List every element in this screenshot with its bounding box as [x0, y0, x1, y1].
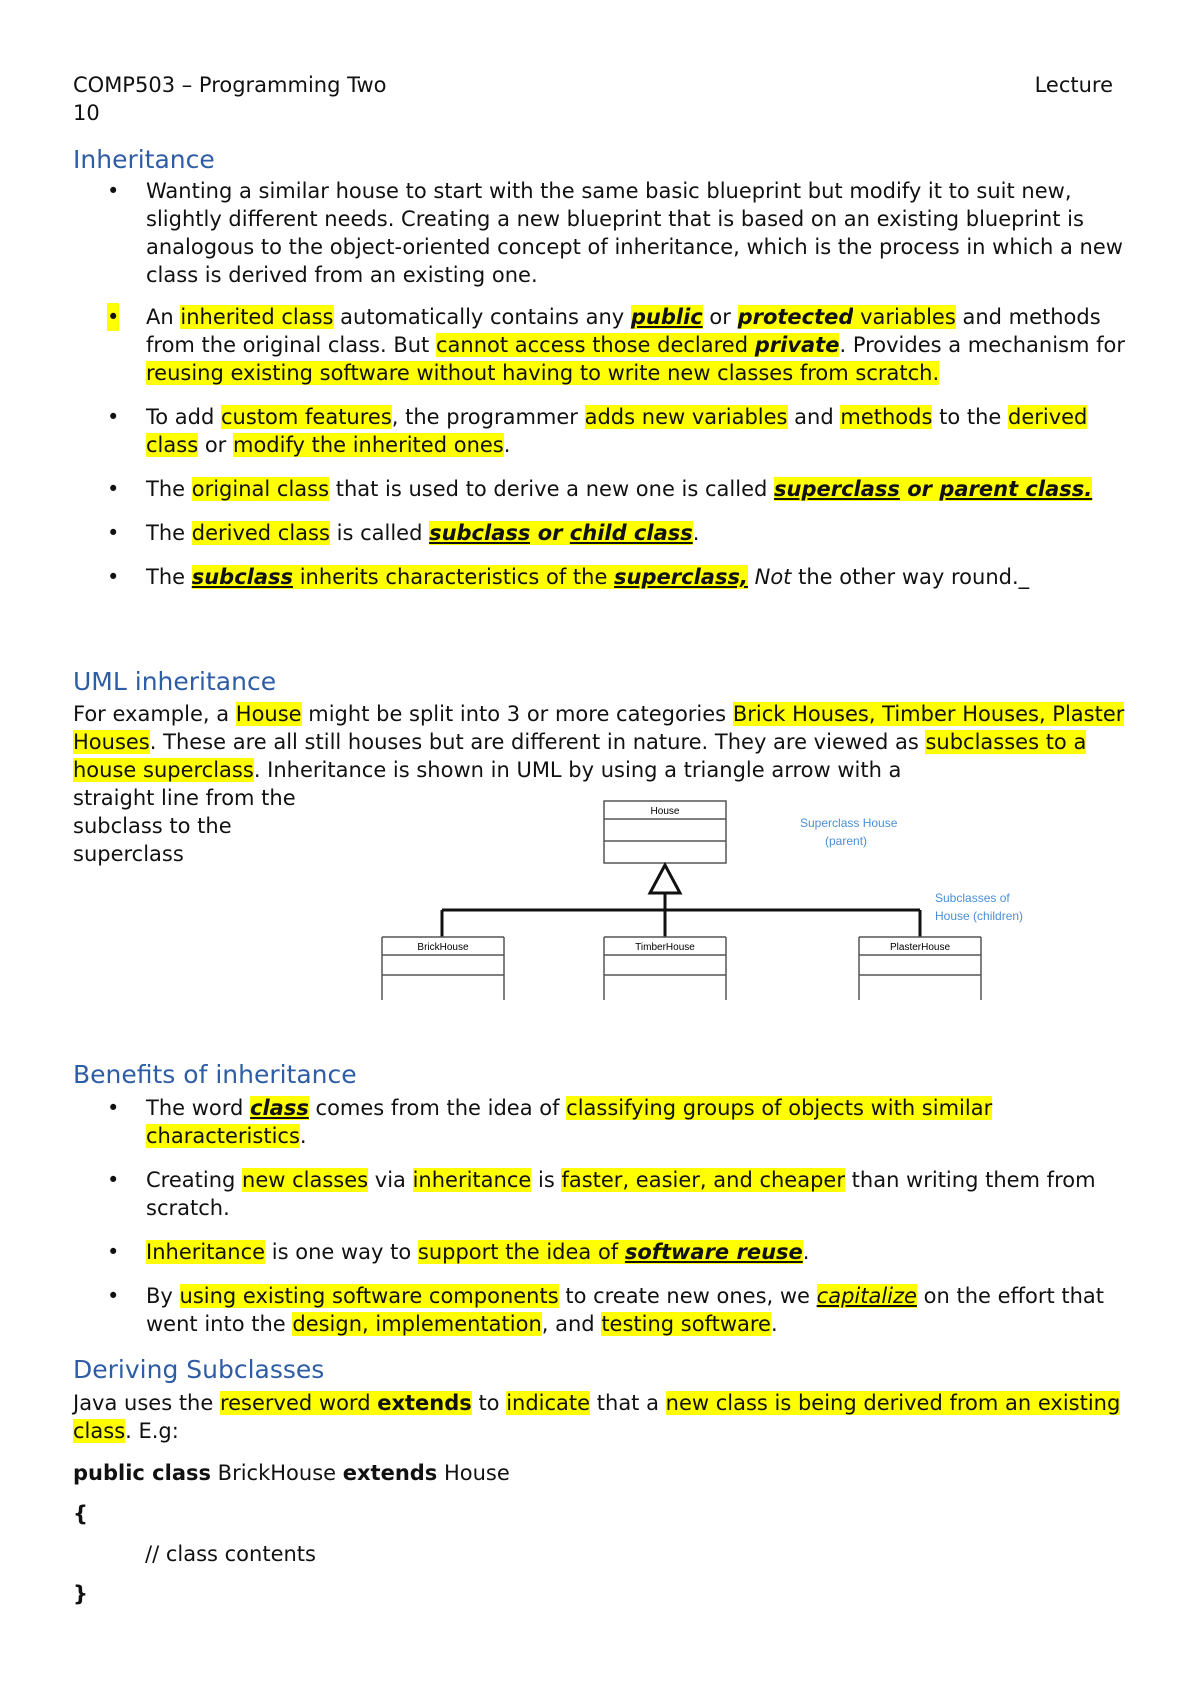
highlight: reserved word	[219, 1391, 378, 1415]
text: By	[146, 1284, 180, 1308]
highlight: or	[530, 521, 570, 545]
text	[748, 565, 755, 589]
code-declaration	[73, 1459, 510, 1487]
list-item	[73, 1094, 1133, 1150]
plasterhouse-class-box	[859, 937, 981, 1000]
text: that is used to derive a new one is called	[329, 477, 775, 501]
text: to the	[932, 405, 1008, 429]
text: is one way to	[265, 1240, 418, 1264]
timberhouse-class-box	[604, 937, 726, 1000]
text: .	[692, 521, 700, 545]
timberhouse-class-name: TimberHouse	[635, 942, 695, 953]
highlight: derived class	[146, 405, 1088, 457]
text: on the effort that went into the	[146, 1284, 1105, 1336]
text: , and	[541, 1312, 602, 1336]
highlight: parent class.	[939, 477, 1093, 501]
text: Not	[754, 565, 792, 589]
text: To add	[146, 405, 221, 429]
highlight: variables	[853, 305, 956, 329]
highlight: support the idea of	[417, 1240, 625, 1264]
text: to	[471, 1391, 507, 1415]
highlight: child class	[569, 521, 693, 545]
heading-uml: UML inheritance	[73, 667, 277, 696]
text: . Inheritance is shown in UML by using a triangle arrow with a	[253, 758, 902, 782]
highlight: public	[630, 305, 703, 329]
highlight: original class	[191, 477, 330, 501]
highlight: class	[250, 1096, 309, 1120]
text: or	[198, 433, 233, 457]
text: to create new ones, we	[558, 1284, 817, 1308]
code-text: BrickHouse	[211, 1461, 343, 1485]
bullet-icon: •	[107, 477, 120, 501]
code-keyword: extends	[342, 1461, 438, 1485]
text: automatically contains any	[333, 305, 631, 329]
highlight: custom features	[221, 405, 392, 429]
text: . E.g:	[125, 1419, 179, 1443]
code-open-brace: {	[73, 1502, 88, 1526]
brickhouse-class-box	[382, 937, 504, 1000]
highlight: indicate	[506, 1391, 591, 1415]
highlight: design, implementation	[292, 1312, 542, 1336]
course-title: COMP503 – Programming Two	[73, 73, 387, 97]
uml-diagram-svg	[380, 795, 1080, 1005]
heading-benefits: Benefits of inheritance	[73, 1060, 357, 1089]
text: than writing them from scratch.	[146, 1168, 1096, 1220]
list-item	[73, 303, 1133, 387]
text: .	[503, 433, 511, 457]
code-comment: // class contents	[145, 1542, 316, 1566]
uml-diagram	[380, 795, 1080, 1005]
highlight: private	[754, 333, 840, 357]
subclass-label-2: House (children)	[935, 909, 1024, 923]
list-item	[73, 1166, 1133, 1222]
text: . Provides a mechanism for	[839, 333, 1125, 357]
bullet-icon: •	[107, 179, 120, 203]
inheritance-triangle-icon	[650, 865, 680, 893]
highlight: subclass	[429, 521, 531, 545]
highlight: reusing existing software without having to write new classes from scratch.	[146, 361, 940, 385]
text: .	[299, 1124, 307, 1148]
bullet-icon: •	[107, 521, 120, 545]
bullet-icon: •	[107, 405, 120, 429]
text: or	[702, 305, 738, 329]
text: is	[531, 1168, 562, 1192]
highlight: superclass,	[614, 565, 748, 589]
text: Creating	[146, 1168, 243, 1192]
highlight: using existing software components	[179, 1284, 559, 1308]
highlight: House	[235, 702, 302, 726]
subclass-label-1: Subclasses of	[935, 891, 1010, 905]
text: superclass	[73, 842, 184, 866]
text: that a	[590, 1391, 666, 1415]
text: .	[770, 1312, 778, 1336]
highlight: Inheritance	[146, 1240, 266, 1264]
text: might be split into 3 or more categories	[301, 702, 733, 726]
superclass-label-1: Superclass House	[800, 816, 898, 830]
list-item	[73, 403, 1133, 459]
text: Java uses the	[73, 1391, 220, 1415]
bullet-icon: •	[107, 1096, 120, 1120]
code-keyword: public class	[73, 1461, 211, 1485]
bullet-icon: •	[107, 565, 120, 589]
highlight: Brick Houses, Timber Houses, Plaster Houses	[73, 702, 1125, 754]
list-item	[73, 475, 1133, 503]
text: . These are all still houses but are different in nature. They are viewed as	[149, 730, 926, 754]
plasterhouse-class-name: PlasterHouse	[889, 942, 951, 953]
heading-inheritance: Inheritance	[73, 145, 215, 174]
lecture-number: 10	[73, 101, 100, 125]
page-header	[73, 71, 1113, 127]
list-item	[73, 1282, 1133, 1338]
highlight: subclasses to a house superclass	[73, 730, 1087, 782]
list-item	[73, 177, 1133, 289]
text: The word	[146, 1096, 251, 1120]
bullet-icon: •	[107, 1240, 120, 1264]
text: is called	[329, 521, 430, 545]
text: straight line from the	[73, 786, 296, 810]
highlight: methods	[840, 405, 933, 429]
uml-side-text	[73, 784, 393, 868]
text: For example, a	[73, 702, 236, 726]
code-close-brace: }	[73, 1582, 88, 1606]
highlight: capitalize	[816, 1284, 917, 1308]
text: via	[368, 1168, 413, 1192]
text: .	[802, 1240, 810, 1264]
highlight: or	[899, 477, 940, 501]
highlight: extends	[377, 1391, 472, 1415]
highlight: adds new variables	[584, 405, 788, 429]
text: An	[146, 305, 181, 329]
highlight: inherits characteristics of the	[293, 565, 615, 589]
benefits-list	[73, 1094, 1133, 1354]
highlight: superclass	[774, 477, 900, 501]
uml-paragraph	[73, 700, 1143, 784]
list-item	[73, 563, 1133, 591]
house-class-name: House	[650, 806, 680, 817]
text: , the programmer	[391, 405, 585, 429]
inheritance-list	[73, 177, 1133, 607]
text: The	[146, 521, 192, 545]
text: comes from the idea of	[308, 1096, 567, 1120]
text: and	[787, 405, 841, 429]
bullet-icon: •	[107, 1284, 120, 1308]
bullet-text: Wanting a similar house to start with the same basic blueprint but modify it to suit new, slightly different needs. Creating a new blueprint that is based on an existing blueprint is analogous to the object-oriented concept of inheritance, which is the process in which a new class is derived from an existing one.	[146, 179, 1123, 287]
highlight: subclass	[191, 565, 294, 589]
highlight: inheritance	[412, 1168, 532, 1192]
highlight: software reuse	[624, 1240, 803, 1264]
bullet-icon: •	[107, 305, 120, 329]
text: subclass to the	[73, 814, 232, 838]
heading-deriving: Deriving Subclasses	[73, 1355, 325, 1384]
code-text: House	[437, 1461, 510, 1485]
highlight: new classes	[242, 1168, 369, 1192]
highlight: protected	[737, 305, 854, 329]
highlight: testing software	[601, 1312, 771, 1336]
house-class-box	[604, 801, 726, 863]
lecture-label: Lecture	[1034, 73, 1113, 97]
highlight: derived class	[191, 521, 330, 545]
highlight: faster, easier, and cheaper	[561, 1168, 845, 1192]
text: and methods from the original class. But	[146, 305, 1101, 357]
superclass-label-2: (parent)	[825, 834, 868, 848]
list-item	[73, 519, 1133, 547]
highlight: inherited class	[180, 305, 334, 329]
highlight: new class is being derived from an existing class	[73, 1391, 1121, 1443]
highlight: classifying groups of objects with similar characteristics	[146, 1096, 993, 1148]
highlight: cannot access those declared	[435, 333, 755, 357]
text: The	[146, 565, 192, 589]
bullet-icon: •	[107, 1168, 120, 1192]
list-item	[73, 1238, 1133, 1266]
deriving-paragraph	[73, 1389, 1143, 1445]
text: the other way round._	[791, 565, 1030, 589]
brickhouse-class-name: BrickHouse	[417, 942, 469, 953]
highlight: modify the inherited ones	[232, 433, 504, 457]
text: The	[146, 477, 192, 501]
